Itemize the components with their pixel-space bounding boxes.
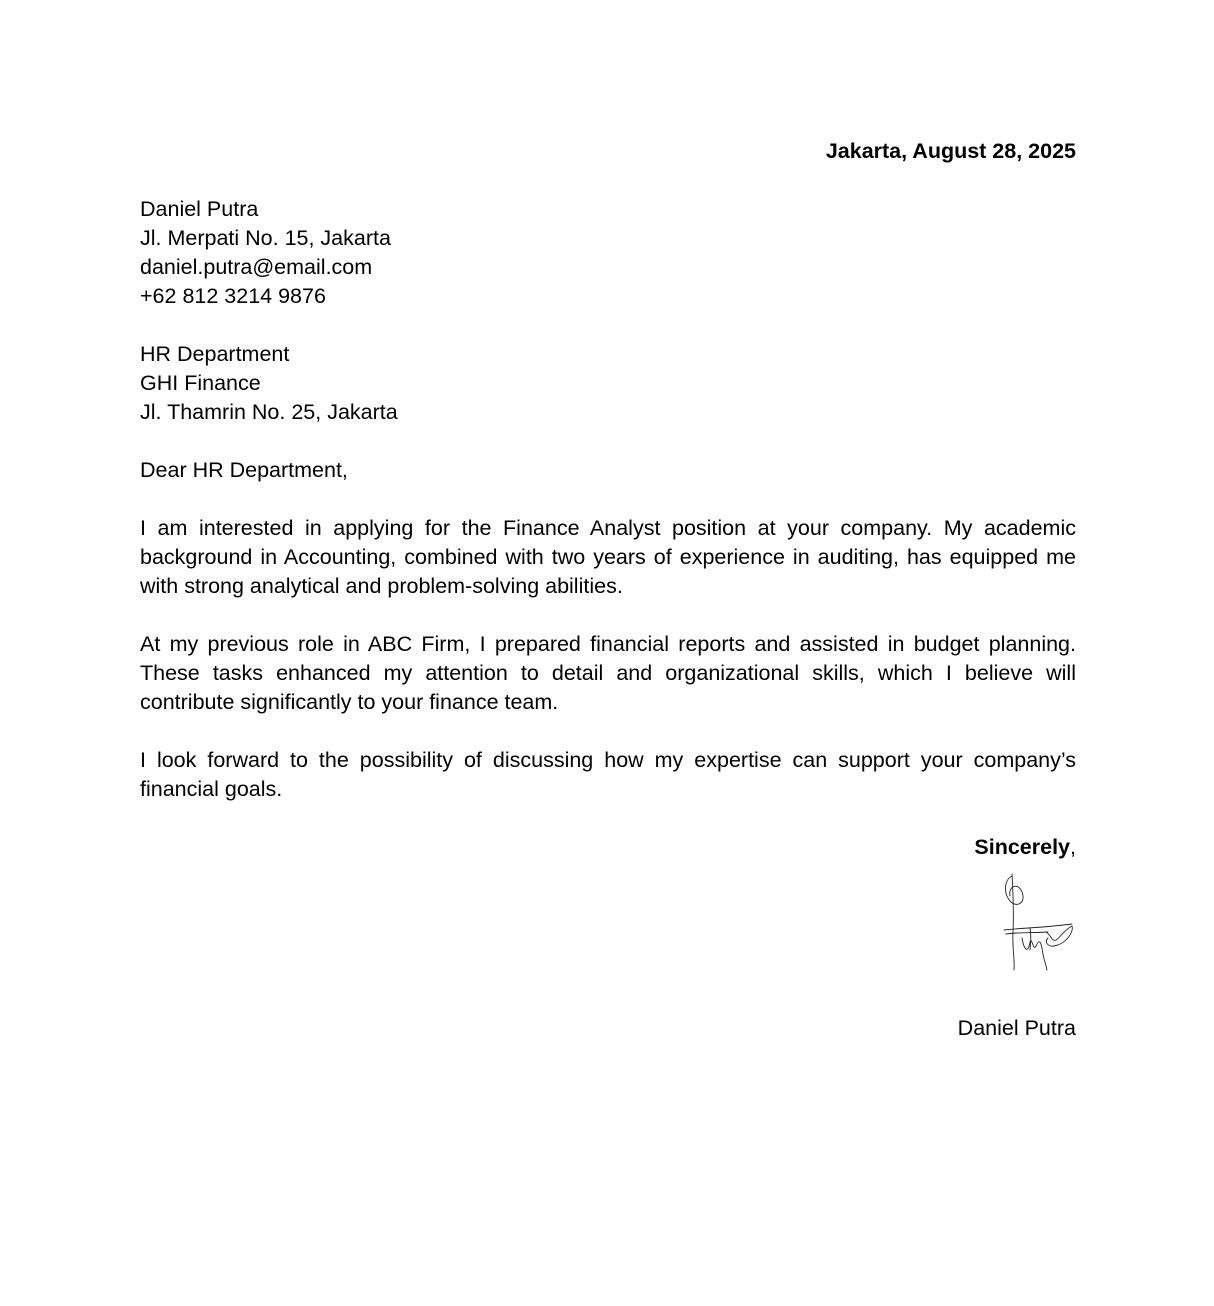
- sender-block: [140, 195, 1076, 311]
- salutation: Dear HR Department,: [140, 458, 348, 482]
- closing-punctuation: ,: [1070, 835, 1076, 859]
- body-paragraph-3: I look forward to the possibility of discussing how my expertise can support your company’s financial goals.: [140, 748, 1076, 801]
- recipient-company: GHI Finance: [140, 371, 261, 395]
- letter-date: Jakarta, August 28, 2025: [825, 139, 1076, 163]
- recipient-block: [140, 340, 1076, 427]
- signature-area: [140, 862, 1076, 1014]
- body-paragraph-1: I am interested in applying for the Finance Analyst position at your company. My academic background in Accounting, combined with two years of experience in auditing, has equipped me with strong analytical and problem-solving abilities.: [140, 516, 1076, 598]
- body-paragraph-2: At my previous role in ABC Firm, I prepared financial reports and assisted in budget planning. These tasks enhanced my attention to detail and organizational skills, which I believe will contribute significantly to your finance team.: [140, 632, 1076, 714]
- closing: [140, 833, 1076, 862]
- closing-word: Sincerely: [974, 835, 1071, 859]
- handwritten-signature: [1000, 872, 1076, 972]
- recipient-address: Jl. Thamrin No. 25, Jakarta: [140, 400, 398, 424]
- sender-phone: +62 812 3214 9876: [140, 284, 326, 308]
- letter-page: [140, 137, 1076, 1043]
- sender-name: Daniel Putra: [140, 197, 259, 221]
- recipient-department: HR Department: [140, 342, 290, 366]
- signer-name: Daniel Putra: [957, 1016, 1076, 1040]
- sender-address: Jl. Merpati No. 15, Jakarta: [140, 226, 391, 250]
- sender-email: daniel.putra@email.com: [140, 255, 373, 279]
